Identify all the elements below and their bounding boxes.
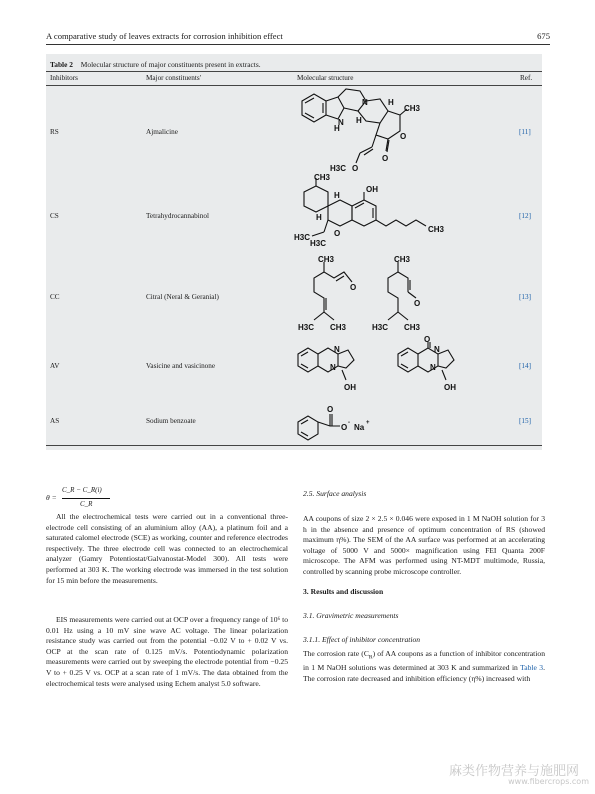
benz-o: O xyxy=(341,423,348,432)
vasn-n2: N xyxy=(430,363,436,372)
table-rule-bottom xyxy=(46,445,542,446)
ajm-h3c: H3C xyxy=(330,164,347,173)
table-caption xyxy=(50,60,261,69)
citral-ch3-c: CH3 xyxy=(394,255,411,264)
theta-equation xyxy=(46,484,166,514)
ajm-h1: H xyxy=(334,124,340,133)
section-2-5-title: 2.5. Surface analysis xyxy=(303,489,367,498)
section-2-5-text: AA coupons of size 2 × 2.5 × 0.046 were exposed in 1 M NaOH solution for 3 h in the absence and presence of optimum concentration of RS (showed maximum η%). The SEM of the AA surface was performed at an accelerating voltage of 5000 V and 5000× magnification using FEI Quanta 200F microscope. The AFM was performed using NT-MDT multimode, Russia, controlled by scanning probe microscope controller. xyxy=(303,514,545,576)
s311-b: ) of AA coupons as a function of inhibitor concentration in 1 M NaOH solutions was determined at 303 K and summarized in xyxy=(303,649,545,673)
s311-sub: R xyxy=(368,654,373,661)
row-rs-inhibitor: RS xyxy=(50,128,59,136)
thc-h2: H xyxy=(316,213,322,222)
table-caption-label: Table 2 xyxy=(50,60,73,69)
table-rule-header xyxy=(46,85,542,86)
citral-ch3-b: CH3 xyxy=(330,323,347,332)
citral-o-b: O xyxy=(414,299,421,308)
vas-n1: N xyxy=(334,345,340,354)
header-rule xyxy=(46,44,550,45)
ajm-o3: O xyxy=(382,154,389,163)
row-av-constituent: Vasicine and vasicinone xyxy=(146,362,216,370)
row-as-constituent: Sodium benzoate xyxy=(146,417,196,425)
vasn-n1: N xyxy=(434,345,440,354)
eq-denominator: C_R xyxy=(80,500,93,508)
row-rs-constituent: Ajmalicine xyxy=(146,128,178,136)
row-as-inhibitor: AS xyxy=(50,417,60,425)
row-av-inhibitor: AV xyxy=(50,362,60,370)
section-3-title: 3. Results and discussion xyxy=(303,587,384,596)
col-header-constituents: Major constituents' xyxy=(146,74,201,82)
ajmalicine-structure xyxy=(294,87,421,175)
benz-na: Na xyxy=(354,423,365,432)
eq-numerator: C_R − C_R(i) xyxy=(62,486,102,494)
ajm-n1: N xyxy=(338,118,344,127)
left-para-2: EIS measurements were carried out at OCP over a frequency range of 10⁶ to 0.01 Hz using a 10 mV sine wave AC voltage. The linear polarization resistance study was carried out from the potential −0.02 V to + 0.02 V vs. OCP at the scan rate of 0.125 mV/s. Potentiodynamic polarization measurements were carried out by sweeping the electrode potential from −0.25 V to + 0.25 V vs. OCP at a scan rate of 1 mV/s. The data obtained from the electrochemical tests were analysed using Echem analyst 5.0 software. xyxy=(46,615,288,688)
citral-ch3-d: CH3 xyxy=(404,323,421,332)
table-3-link[interactable]: Table 3 xyxy=(520,663,544,673)
col-header-ref: Ref. xyxy=(520,74,533,82)
eq-fraction-bar xyxy=(62,498,110,499)
row-cc-ref[interactable]: [13] xyxy=(519,293,531,301)
s311-a: The corrosion rate (C xyxy=(303,649,369,658)
benz-plus: + xyxy=(366,420,370,426)
page-number: 675 xyxy=(537,31,550,41)
eq-lhs: θ = xyxy=(46,493,57,502)
watermark xyxy=(449,760,589,790)
vas-n2: N xyxy=(330,363,336,372)
section-3-1-1-text xyxy=(303,649,545,684)
citral-structure xyxy=(294,254,454,336)
row-av-ref[interactable]: [14] xyxy=(519,362,531,370)
section-3-1-title: 3.1. Gravimetric measurements xyxy=(303,611,399,620)
citral-h3c-a: H3C xyxy=(298,323,315,332)
vasn-oh: OH xyxy=(444,383,456,392)
vasicine-structure xyxy=(294,335,464,398)
ajm-o1: O xyxy=(400,132,407,141)
col-header-structure: Molecular structure xyxy=(297,74,354,82)
thc-h3c-1: H3C xyxy=(294,233,311,242)
row-cs-constituent: Tetrahydrocannabinol xyxy=(146,212,209,220)
watermark-cn: 麻类作物营养与施肥网 xyxy=(449,764,580,779)
thc-o: O xyxy=(334,229,341,238)
thc-oh: OH xyxy=(366,185,378,194)
thc-h3c-2: H3C xyxy=(310,239,327,248)
ajm-n2: N xyxy=(362,98,368,107)
table-2 xyxy=(46,54,542,450)
row-rs-ref[interactable]: [11] xyxy=(519,128,531,136)
running-header xyxy=(46,31,550,45)
row-cc-inhibitor: CC xyxy=(50,293,60,301)
vasn-o: O xyxy=(424,335,431,344)
row-as-ref[interactable]: [15] xyxy=(519,417,531,425)
ajm-o2: O xyxy=(352,164,359,173)
citral-o-a: O xyxy=(350,283,357,292)
citral-ch3-a: CH3 xyxy=(318,255,335,264)
ajm-h3: H xyxy=(388,98,394,107)
running-title: A comparative study of leaves extracts for corrosion inhibition effect xyxy=(46,31,283,41)
row-cs-ref[interactable]: [12] xyxy=(519,212,531,220)
table-caption-text: Molecular structure of major constituents present in extracts. xyxy=(80,60,261,69)
col-header-inhibitors: Inhibitors xyxy=(50,74,78,82)
thc-structure xyxy=(290,174,450,254)
benz-minus: - xyxy=(348,420,350,426)
vas-oh: OH xyxy=(344,383,356,392)
table-rule-top xyxy=(46,71,542,72)
thc-ch3-top: CH3 xyxy=(314,173,331,182)
row-cc-constituent: Citral (Neral & Geranial) xyxy=(146,293,219,301)
row-cs-inhibitor: CS xyxy=(50,212,59,220)
benz-o-top: O xyxy=(327,405,334,414)
thc-h1: H xyxy=(334,191,340,200)
ajm-ch3: CH3 xyxy=(404,104,421,113)
left-para-1: All the electrochemical tests were carried out in a conventional three-electrode cell consisting of an aluminium alloy (AA), a platinum foil and a saturated calomel electrode (SCE) as working, counter and reference electrodes respectively. The three electrode cell was connected to an electrochemical analyzer (Gamry Potentiostat/Galvanostat-Model 300). All tests were performed at 303 K. The working electrode was immersed in the test solution for 15 min before the measurements. xyxy=(46,512,288,585)
s311-c: . The corrosion rate decreased and inhibition efficiency (η%) increased with xyxy=(303,663,545,683)
benzoate-structure xyxy=(294,400,394,442)
watermark-url: www.fibercrops.com xyxy=(508,777,589,786)
ajm-h2: H xyxy=(356,116,362,125)
section-3-1-1-title: 3.1.1. Effect of inhibitor concentration xyxy=(303,635,421,644)
citral-h3c-b: H3C xyxy=(372,323,389,332)
thc-ch3-end: CH3 xyxy=(428,225,445,234)
